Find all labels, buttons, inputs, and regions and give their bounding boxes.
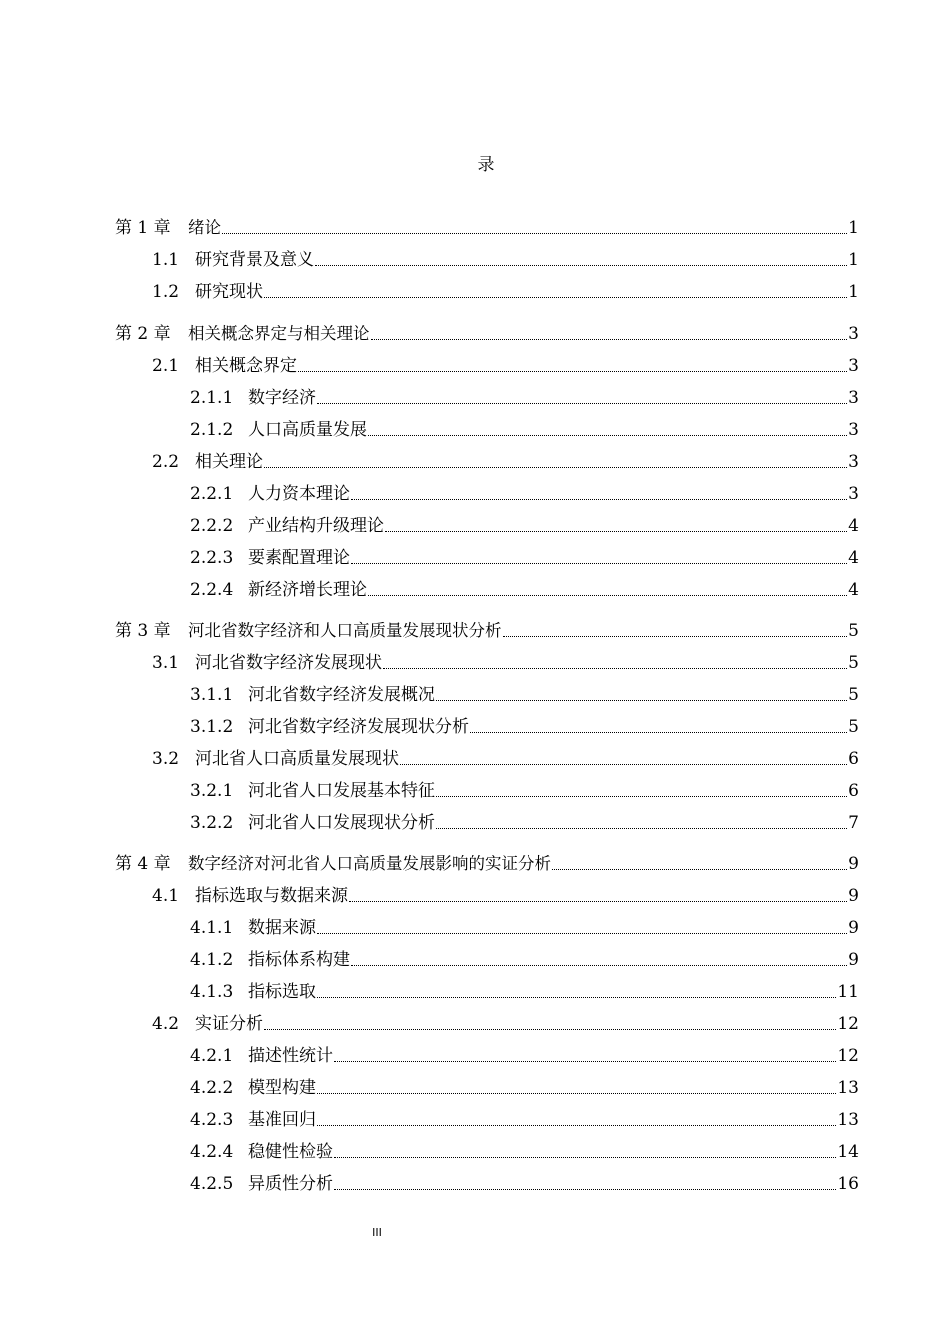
- dot-leader: [368, 594, 847, 596]
- toc-entry-page: 1: [848, 282, 859, 302]
- dot-leader: [436, 795, 847, 797]
- toc-entry-page: 14: [837, 1142, 859, 1162]
- toc-entry-page: 6: [848, 749, 859, 769]
- toc-entry-title: 河北省人口发展现状分析: [248, 813, 435, 833]
- dot-leader: [436, 827, 847, 829]
- toc-entry-number: 3.2: [152, 749, 180, 769]
- toc-entry-line: [248, 683, 859, 707]
- toc-entry[interactable]: [0, 482, 950, 506]
- toc-entry-page: 9: [848, 886, 859, 906]
- toc-entry[interactable]: [0, 386, 950, 410]
- toc-entry-page: 3: [848, 324, 859, 344]
- toc-entry-number: 3.1.2: [190, 717, 234, 737]
- toc-entry-page: 16: [837, 1174, 859, 1194]
- toc-entry-page: 3: [848, 388, 859, 408]
- toc-entry-title: 河北省数字经济发展现状分析: [248, 717, 469, 737]
- toc-entry-line: [188, 852, 859, 876]
- toc-entry-title: 河北省数字经济和人口高质量发展现状分析: [188, 621, 502, 640]
- toc-entry-line: [248, 715, 859, 739]
- toc-entry-number: 2.1: [152, 356, 180, 376]
- toc-entry-title: 异质性分析: [248, 1174, 333, 1194]
- toc-entry[interactable]: [0, 980, 950, 1004]
- toc-entry-number: 2.2: [152, 452, 180, 472]
- toc-entry[interactable]: [0, 354, 950, 378]
- dot-leader: [264, 466, 847, 468]
- toc-entry-title: 新经济增长理论: [248, 580, 367, 600]
- dot-leader: [351, 562, 847, 564]
- toc-entry-line: [248, 916, 859, 940]
- toc-entry-number: 2.1.2: [190, 420, 234, 440]
- toc-entry-page: 3: [848, 484, 859, 504]
- toc-entry-number: 第 1 章: [115, 218, 171, 238]
- dot-leader: [264, 296, 847, 298]
- toc-entry[interactable]: [0, 651, 950, 675]
- toc-entry-line: [248, 418, 859, 442]
- dot-leader: [317, 932, 847, 934]
- toc-entry-line: [248, 948, 859, 972]
- toc-entry-title: 人力资本理论: [248, 484, 350, 504]
- toc-entry-page: 12: [837, 1046, 859, 1066]
- dot-leader: [351, 964, 847, 966]
- toc-entry-number: 4.2.4: [190, 1142, 234, 1162]
- toc-entry[interactable]: [0, 514, 950, 538]
- toc-entry-page: 1: [848, 218, 859, 238]
- toc-entry-line: [248, 1172, 859, 1196]
- toc-entry-line: [248, 1044, 859, 1068]
- toc-entry[interactable]: [0, 1108, 950, 1132]
- toc-entry-number: 4.2.1: [190, 1046, 234, 1066]
- toc-entry-title: 数字经济对河北省人口高质量发展影响的实证分析: [188, 854, 551, 873]
- toc-entry-title: 要素配置理论: [248, 548, 350, 568]
- toc-entry-page: 3: [848, 452, 859, 472]
- toc-entry-line: [248, 578, 859, 602]
- toc-entry-page: 4: [848, 548, 859, 568]
- toc-entry[interactable]: [0, 715, 950, 739]
- toc-entry-line: [188, 216, 859, 240]
- toc-entry-title: 相关理论: [195, 452, 263, 472]
- toc-entry[interactable]: [0, 811, 950, 835]
- dot-leader: [385, 530, 847, 532]
- dot-leader: [334, 1188, 836, 1190]
- toc-entry-number: 3.2.2: [190, 813, 234, 833]
- toc-entry-page: 12: [837, 1014, 859, 1034]
- toc-entry-line: [248, 1108, 859, 1132]
- dot-leader: [552, 868, 847, 870]
- toc-entry[interactable]: [0, 578, 950, 602]
- toc-entry-line: [195, 450, 859, 474]
- toc-entry-title: 研究现状: [195, 282, 263, 302]
- dot-leader: [222, 232, 847, 234]
- toc-entry-title: 河北省数字经济发展概况: [248, 685, 435, 705]
- toc-entry-line: [248, 514, 859, 538]
- toc-entry[interactable]: [0, 1140, 950, 1164]
- page-number-footer: III: [372, 1226, 382, 1239]
- toc-entry[interactable]: [0, 852, 950, 876]
- toc-entry[interactable]: [0, 884, 950, 908]
- toc-entry[interactable]: [0, 779, 950, 803]
- toc-entry-page: 9: [848, 918, 859, 938]
- toc-entry[interactable]: [0, 322, 950, 346]
- toc-entry-page: 5: [848, 653, 859, 673]
- dot-leader: [298, 370, 847, 372]
- toc-entry-title: 指标选取: [248, 982, 316, 1002]
- toc-entry-number: 1.2: [152, 282, 180, 302]
- toc-entry-number: 4.1: [152, 886, 180, 906]
- toc-entry-page: 13: [837, 1078, 859, 1098]
- dot-leader: [470, 731, 847, 733]
- toc-entry-number: 4.2.3: [190, 1110, 234, 1130]
- toc-entry-page: 4: [848, 580, 859, 600]
- toc-entry-line: [195, 248, 859, 272]
- toc-entry[interactable]: [0, 1172, 950, 1196]
- dot-leader: [368, 434, 847, 436]
- toc-entry-line: [188, 619, 859, 643]
- toc-entry-page: 4: [848, 516, 859, 536]
- toc-entry-number: 3.1: [152, 653, 180, 673]
- toc-entry-number: 4.2.2: [190, 1078, 234, 1098]
- toc-entry-number: 4.1.3: [190, 982, 234, 1002]
- toc-entry-number: 2.1.1: [190, 388, 234, 408]
- toc-entry-title: 产业结构升级理论: [248, 516, 384, 536]
- dot-leader: [351, 498, 847, 500]
- toc-entry-line: [195, 651, 859, 675]
- toc-entry-title: 指标选取与数据来源: [195, 886, 348, 906]
- toc-entry-number: 4.1.2: [190, 950, 234, 970]
- toc-entry-title: 数据来源: [248, 918, 316, 938]
- toc-entry-page: 5: [848, 717, 859, 737]
- toc-entry-line: [248, 1140, 859, 1164]
- toc-entry-page: 3: [848, 420, 859, 440]
- toc-entry-line: [248, 779, 859, 803]
- toc-entry-line: [195, 747, 859, 771]
- toc-entry-page: 5: [848, 685, 859, 705]
- toc-entry-page: 9: [848, 854, 859, 874]
- dot-leader: [334, 1156, 836, 1158]
- toc-title: 录: [477, 155, 495, 175]
- toc-entry-title: 人口高质量发展: [248, 420, 367, 440]
- toc-entry-title: 河北省人口高质量发展现状: [195, 749, 399, 769]
- toc-entry[interactable]: [0, 418, 950, 442]
- toc-entry-title: 描述性统计: [248, 1046, 333, 1066]
- dot-leader: [400, 763, 847, 765]
- toc-entry-line: [188, 322, 859, 346]
- toc-entry-title: 模型构建: [248, 1078, 316, 1098]
- toc-entry-title: 基准回归: [248, 1110, 316, 1130]
- toc-entry[interactable]: [0, 450, 950, 474]
- toc-entry[interactable]: [0, 1012, 950, 1036]
- toc-entry[interactable]: [0, 948, 950, 972]
- toc-entry-title: 河北省人口发展基本特征: [248, 781, 435, 801]
- dot-leader: [334, 1060, 836, 1062]
- toc-entry-line: [248, 386, 859, 410]
- toc-entry[interactable]: [0, 248, 950, 272]
- toc-entry-title: 相关概念界定: [195, 356, 297, 376]
- toc-entry-number: 第 3 章: [115, 621, 171, 641]
- toc-entry-line: [195, 354, 859, 378]
- dot-leader: [383, 667, 847, 669]
- toc-entry-number: 2.2.1: [190, 484, 234, 504]
- toc-entry-line: [248, 1076, 859, 1100]
- toc-entry-number: 3.2.1: [190, 781, 234, 801]
- toc-entry-number: 2.2.4: [190, 580, 234, 600]
- toc-entry-title: 稳健性检验: [248, 1142, 333, 1162]
- toc-entry-number: 1.1: [152, 250, 180, 270]
- dot-leader: [317, 1124, 836, 1126]
- toc-entry-line: [195, 280, 859, 304]
- dot-leader: [317, 402, 847, 404]
- toc-entry-line: [195, 1012, 859, 1036]
- toc-entry[interactable]: [0, 619, 950, 643]
- toc-entry-title: 相关概念界定与相关理论: [188, 324, 370, 343]
- toc-entry-number: 4.2: [152, 1014, 180, 1034]
- dot-leader: [436, 699, 847, 701]
- toc-entry-page: 6: [848, 781, 859, 801]
- dot-leader: [503, 635, 848, 637]
- toc-entry[interactable]: [0, 747, 950, 771]
- toc-entry[interactable]: [0, 1044, 950, 1068]
- toc-entry-page: 3: [848, 356, 859, 376]
- toc-entry-line: [195, 884, 859, 908]
- toc-entry-line: [248, 980, 859, 1004]
- toc-entry-title: 河北省数字经济发展现状: [195, 653, 382, 673]
- toc-entry[interactable]: [0, 280, 950, 304]
- dot-leader: [349, 900, 847, 902]
- toc-entry-title: 实证分析: [195, 1014, 263, 1034]
- toc-entry-page: 13: [837, 1110, 859, 1130]
- toc-entry[interactable]: [0, 546, 950, 570]
- toc-entry-title: 研究背景及意义: [195, 250, 314, 270]
- dot-leader: [317, 996, 836, 998]
- toc-entry-number: 2.2.2: [190, 516, 234, 536]
- toc-entry-title: 指标体系构建: [248, 950, 350, 970]
- toc-entry[interactable]: [0, 1076, 950, 1100]
- toc-entry-line: [248, 811, 859, 835]
- toc-entry[interactable]: [0, 216, 950, 240]
- toc-entry[interactable]: [0, 916, 950, 940]
- toc-entry-number: 2.2.3: [190, 548, 234, 568]
- toc-entry-number: 3.1.1: [190, 685, 234, 705]
- toc-entry-page: 1: [848, 250, 859, 270]
- toc-entry-title: 绪论: [188, 218, 221, 237]
- dot-leader: [264, 1028, 836, 1030]
- dot-leader: [315, 264, 847, 266]
- dot-leader: [317, 1092, 836, 1094]
- toc-entry-number: 第 4 章: [115, 854, 171, 874]
- toc-entry-page: 11: [837, 982, 859, 1002]
- dot-leader: [371, 338, 848, 340]
- toc-entry-page: 9: [848, 950, 859, 970]
- toc-entry-page: 5: [848, 621, 859, 641]
- toc-entry[interactable]: [0, 683, 950, 707]
- toc-entry-number: 第 2 章: [115, 324, 171, 344]
- toc-entry-number: 4.2.5: [190, 1174, 234, 1194]
- toc-entry-page: 7: [848, 813, 859, 833]
- toc-entry-number: 4.1.1: [190, 918, 234, 938]
- toc-entry-line: [248, 546, 859, 570]
- toc-entry-title: 数字经济: [248, 388, 316, 408]
- toc-entry-line: [248, 482, 859, 506]
